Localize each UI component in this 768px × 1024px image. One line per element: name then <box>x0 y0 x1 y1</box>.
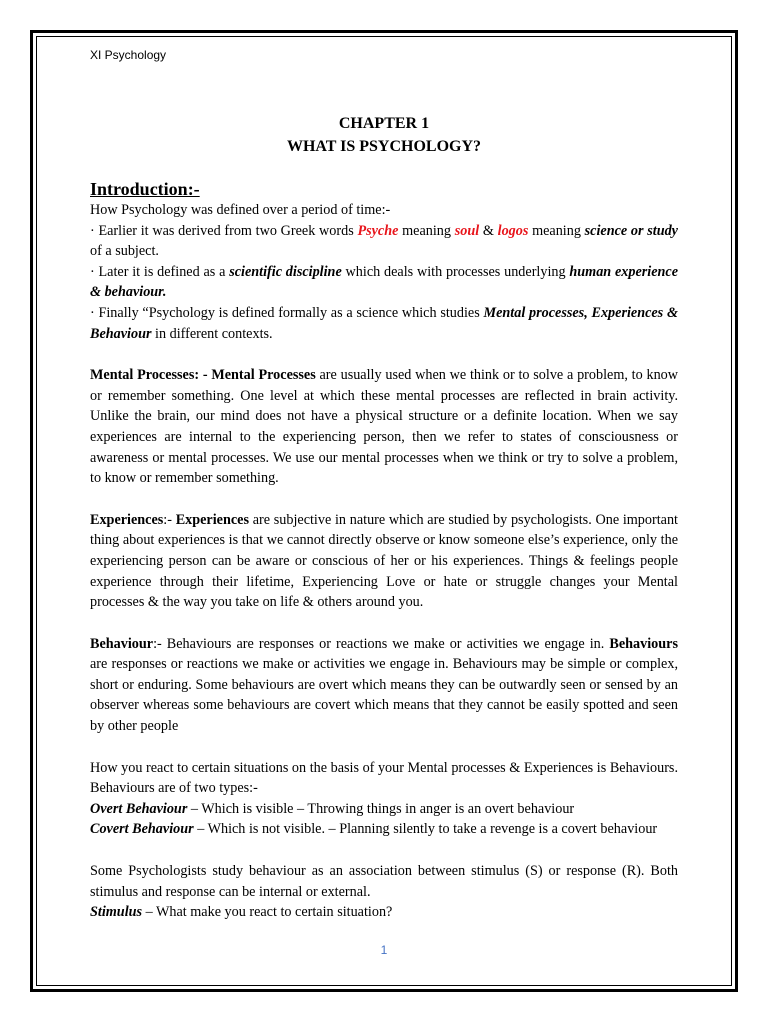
page-body <box>90 112 678 923</box>
intro-line: How Psychology was defined over a period of time:- <box>90 202 391 218</box>
introduction-heading: Introduction:- <box>90 179 200 199</box>
soul-term: soul <box>454 222 480 239</box>
running-header: XI Psychology <box>90 48 167 62</box>
intro-bullet-greek: · Earlier it was derived from two Greek words Psyche meaning soul & logos meaning science or study of a subject. <box>90 222 678 260</box>
covert-behaviour-line: Covert Behaviour – Which is not visible. – Planning silently to take a revenge is a covert behaviour <box>90 821 658 838</box>
psyche-term: Psyche <box>357 222 399 239</box>
overt-behaviour-line: Overt Behaviour – Which is visible – Throwing things in anger is an overt behaviour <box>90 800 575 817</box>
experiences-paragraph: Experiences:- Experiences are subjective in nature which are studied by psychologists. One important thing about experiences is that we cannot directly observe or know someone else’s experience, only the experiencing person can be aware or conscious of her or his experiences. Things & feelings people experience through their lifetime, Experiencing Love or hate or struggle changes your Mental processes & the way you take on life & others around you. <box>90 511 678 611</box>
chapter-title: WHAT IS PSYCHOLOGY? <box>286 138 482 155</box>
behaviour-paragraph: Behaviour:- Behaviours are responses or reactions we make or activities we engage in. Behaviours are responses or reactions we make or activities we engage in. Behaviours may be simple or complex, short or enduring. Some behaviours are overt which means they can be outwardly seen or sensed by an observer whereas some behaviours are covert which means that they cannot be easily spotted and seen by other people <box>90 635 678 735</box>
stimulus-response-paragraph: Some Psychologists study behaviour as an association between stimulus (S) or response (R). Both stimulus and response can be internal or external. <box>90 863 678 900</box>
intro-bullet-discipline: · Later it is defined as a scientific discipline which deals with processes underlying human experience & behaviour. <box>90 263 678 301</box>
mental-processes-paragraph: Mental Processes: - Mental Processes are usually used when we think or to solve a problem, to know or remember something. One level at which these mental processes are reflected in brain activity. Unlike the brain, our mind does not have a physical structure or a definite location. When we say experiences are internal to the experiencing person, then we refer to states of consciousness or awareness or mental processes. We use our mental processes when we think or try to solve a problem, to know or remember something. <box>90 367 679 487</box>
behaviour-types-paragraph: How you react to certain situations on the basis of your Mental processes & Experiences is Behaviours. Behaviours are of two types:- <box>90 759 678 797</box>
logos-term: logos <box>497 222 529 239</box>
intro-bullet-definition: · Finally “Psychology is defined formally as a science which studies Mental processes, Experiences & Behaviour in different contexts. <box>90 304 678 342</box>
stimulus-line: Stimulus – What make you react to certain situation? <box>90 904 393 921</box>
chapter-number: CHAPTER 1 <box>338 115 430 132</box>
page-number: 1 <box>380 943 388 957</box>
